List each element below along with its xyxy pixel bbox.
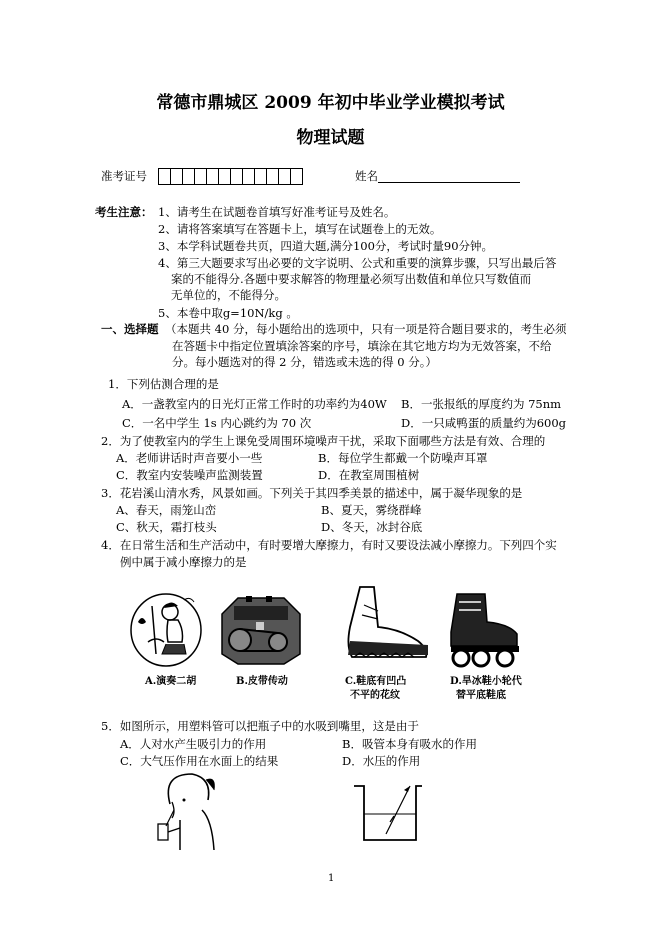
- question-5-stem: 5．如图所示，用塑料管可以把瓶子中的水吸到嘴里，这是由于: [101, 719, 419, 733]
- question-3-option-a[interactable]: A、春天，雨笼山峦: [116, 503, 217, 517]
- notice-item: 无单位的，不能得分。: [171, 288, 286, 302]
- section-instructions: 分。每小题选对的得 2 分，错选或未选的得 0 分。）: [172, 355, 438, 369]
- notice-label: 考生注意：: [95, 205, 153, 219]
- question-2-option-b[interactable]: B．每位学生都戴一个防噪声耳罩: [318, 451, 488, 465]
- question-4-stem-continued: 例中属于减小摩擦力的是: [120, 555, 247, 569]
- question-1-option-b[interactable]: B．一张报纸的厚度约为 75nm: [401, 397, 562, 411]
- girl-drinking-figure: [150, 770, 220, 850]
- question-5-option-a[interactable]: A．人对水产生吸引力的作用: [120, 737, 267, 751]
- question-3-option-d[interactable]: D、冬天，冰封谷底: [321, 520, 423, 534]
- exam-title: 常德市鼎城区 2009 年初中毕业学业模拟考试: [156, 93, 505, 113]
- engine-belt-figure: [216, 592, 306, 667]
- exam-subtitle: 物理试题: [296, 128, 365, 148]
- question-3-option-b[interactable]: B、夏天，雾绕群峰: [321, 503, 422, 517]
- question-1-option-a[interactable]: A．一盏教室内的日光灯正常工作时的功率约为40W: [122, 397, 387, 411]
- notice-item: 3、本学科试题卷共页，四道大题,满分100分，考试时量90分钟。: [158, 239, 494, 253]
- figure-caption-d-line2: 替平底鞋底: [456, 690, 506, 701]
- question-3-stem: 3．花岩溪山清水秀，风景如画。下列关于其四季美景的描述中，属于凝华现象的是: [101, 486, 523, 500]
- question-5-option-d[interactable]: D．水压的作用: [342, 754, 421, 768]
- figure-caption-b: B.皮带传动: [236, 676, 288, 687]
- roller-skate-figure: [445, 592, 527, 670]
- question-2-stem: 2．为了使教室内的学生上课免受周围环境噪声干扰，采取下面哪些方法是有效、合理的: [101, 434, 546, 448]
- notice-item: 5、本卷中取g=10N/kg 。: [158, 306, 298, 320]
- name-field[interactable]: [378, 182, 520, 183]
- exam-id-boxes[interactable]: [159, 168, 303, 185]
- question-2-option-d[interactable]: D．在教室周围植树: [318, 468, 420, 482]
- question-1-option-d[interactable]: D．一只咸鸭蛋的质量约为600g: [401, 416, 567, 430]
- page-number: 1: [328, 873, 335, 884]
- shoe-sole-figure: [340, 585, 432, 667]
- figure-caption-c-line2: 不平的花纹: [350, 690, 400, 701]
- notice-item: 1、请考生在试题卷首填写好准考证号及姓名。: [158, 205, 396, 219]
- section-heading: 一、选择题: [101, 322, 159, 336]
- section-instructions: 在答题卡中指定位置填涂答案的序号，填涂在其它地方均为无效答案，不给: [172, 339, 552, 353]
- exam-id-box[interactable]: [290, 168, 303, 185]
- erhu-player-figure: [128, 592, 204, 672]
- question-1-stem: 1．下列估测合理的是: [108, 377, 219, 391]
- question-2-option-a[interactable]: A．老师讲话时声音要小一些: [116, 451, 263, 465]
- question-3-option-c[interactable]: C、秋天，霜打枝头: [116, 520, 217, 534]
- exam-id-label: 准考证号: [101, 169, 147, 183]
- question-4-stem: 4．在日常生活和生产活动中，有时要增大摩擦力，有时又要设法减小摩擦力。下列四个实: [101, 538, 557, 552]
- notice-item: 案的不能得分.各题中要求解答的物理量必须写出数值和单位只写数值而: [171, 272, 532, 286]
- section-instructions: （本题共 40 分，每小题给出的选项中，只有一项是符合题目要求的，考生必须: [165, 322, 567, 336]
- question-2-option-c[interactable]: C．教室内安装噪声监测装置: [116, 468, 263, 482]
- question-5-option-b[interactable]: B．吸管本身有吸水的作用: [342, 737, 477, 751]
- figure-caption-a: A.演奏二胡: [145, 676, 197, 687]
- question-1-option-c[interactable]: C．一名中学生 1s 内心跳约为 70 次: [122, 416, 312, 430]
- name-label: 姓名: [355, 169, 378, 183]
- figure-caption-d-line1: D.旱冰鞋小轮代: [450, 676, 522, 687]
- container-with-straw-figure: [350, 778, 422, 846]
- notice-item: 2、请将答案填写在答题卡上，填写在试题卷上的无效。: [158, 222, 442, 236]
- question-5-option-c[interactable]: C．大气压作用在水面上的结果: [120, 754, 279, 768]
- notice-item: 4、第三大题要求写出必要的文字说明、公式和重要的演算步骤，只写出最后答: [158, 256, 557, 270]
- figure-caption-c-line1: C.鞋底有凹凸: [345, 676, 407, 687]
